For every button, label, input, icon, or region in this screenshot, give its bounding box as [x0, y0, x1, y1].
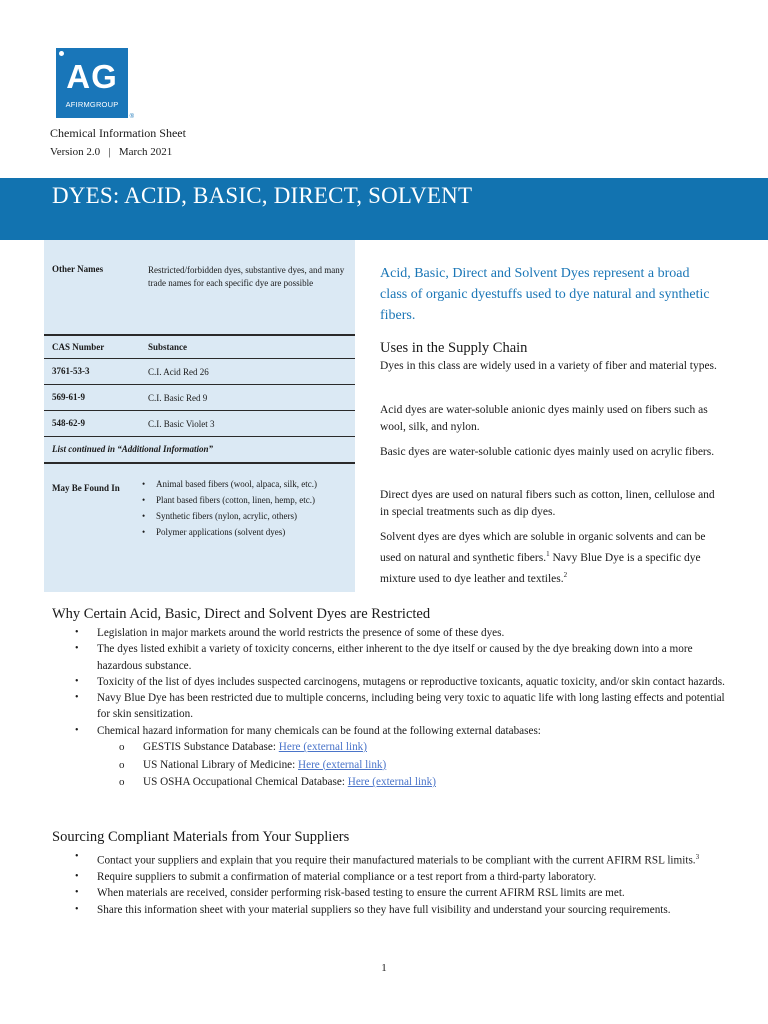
nlm-external-link[interactable]: Here (external link) [298, 758, 387, 771]
database-name: US OSHA Occupational Chemical Database: [143, 776, 348, 789]
table-top-rule [44, 334, 355, 336]
other-names-value: Restricted/forbidden dyes, substantive dyes, and many trade names for each specific dye are possible [148, 265, 345, 288]
version-line [50, 146, 172, 158]
list-item: • Share this information sheet with your material suppliers so they have full visibility and understand your sourcing requirements. [75, 902, 735, 918]
database-name: GESTIS Substance Database: [143, 741, 279, 754]
gestis-external-link[interactable]: Here (external link) [278, 741, 367, 754]
list-item: • When materials are received, consider performing risk-based testing to ensure the current AFIRM RSL limits are met. [75, 885, 735, 901]
substance-2: C.I. Basic Red 9 [148, 393, 208, 403]
list-item: • Toxicity of the list of dyes includes suspected carcinogens, mutagens or reproductive toxicants, aquatic toxicity, and/or skin contact hazards. [75, 674, 735, 690]
uses-paragraph-5-text-a: Solvent dyes are dyes which are soluble in organic solvents and can be used on natural and synthetic fibers. [380, 531, 706, 564]
database-list [97, 739, 735, 792]
databases-intro: Chemical hazard information for many chemicals can be found at the following external databases: [97, 724, 541, 737]
database-item [97, 739, 735, 757]
database-item [97, 757, 735, 775]
afirm-group-logo [56, 48, 134, 120]
page-title: DYES: ACID, BASIC, DIRECT, SOLVENT [52, 183, 473, 208]
list-item [75, 723, 735, 792]
intro-summary: Acid, Basic, Direct and Solvent Dyes represent a broad class of organic dyestuffs used to dye natural and synthetic fibers. [380, 266, 710, 323]
substance-1: C.I. Acid Red 26 [148, 367, 209, 377]
database-item [97, 774, 735, 792]
list-item: • Navy Blue Dye has been restricted due to multiple concerns, including being very toxic to aquatic life with long lasting effects and potential for skin sensitization. [75, 690, 735, 723]
release-date: March 2021 [118, 146, 173, 158]
logo-registered-mark: ® [129, 114, 134, 120]
database-name: US National Library of Medicine: [143, 758, 299, 771]
list-continued-note: List continued in “Additional Information” [52, 444, 214, 454]
sourcing-heading: Sourcing Compliant Materials from Your Suppliers [52, 829, 350, 845]
list-item: • The dyes listed exhibit a variety of toxicity concerns, either inherent to the dye itself or caused by the dye breaking down into a more hazardous substance. [75, 641, 735, 674]
sheet-type: Chemical Information Sheet [50, 126, 186, 140]
uses-heading: Uses in the Supply Chain [380, 340, 528, 356]
may-be-found-in-label: May Be Found In [52, 483, 120, 493]
uses-paragraph-5-text-b: Navy Blue Dye is a specific dye mixture used to dye leather and textiles. [380, 551, 701, 585]
sourcing-item-1-text: Contact your suppliers and explain that you require their manufactured materials to be compliant with the current AFIRM RSL limits. [97, 854, 696, 867]
uses-paragraph-5 [380, 529, 720, 588]
cas-number-header: CAS Number [52, 342, 105, 352]
list-item: • Polymer applications (solvent dyes) [142, 524, 352, 540]
why-restricted-list [75, 625, 735, 792]
table-header-rule [44, 358, 355, 359]
list-item: • Synthetic fibers (nylon, acrylic, others) [142, 508, 352, 524]
uses-paragraph-3: Basic dyes are water-soluble cationic dyes mainly used on acrylic fibers. [380, 446, 715, 458]
list-item: • Plant based fibers (cotton, linen, hemp, etc.) [142, 492, 352, 508]
sourcing-list [75, 849, 735, 918]
logo-dot [59, 51, 64, 56]
cas-number-2: 569-61-9 [52, 392, 85, 402]
logo-letters: AG [66, 58, 118, 95]
page-number: 1 [381, 962, 387, 974]
other-names-label: Other Names [52, 264, 104, 274]
table-row-rule-1 [44, 384, 355, 385]
cas-number-3: 548-62-9 [52, 418, 85, 428]
uses-paragraph-2: Acid dyes are water-soluble anionic dyes mainly used on fibers such as wool, silk, and nylon. [380, 404, 708, 433]
list-item: • Animal based fibers (wool, alpaca, silk, etc.) [142, 476, 352, 492]
why-restricted-heading: Why Certain Acid, Basic, Direct and Solvent Dyes are Restricted [52, 606, 431, 622]
cas-number-1: 3761-53-3 [52, 366, 90, 376]
osha-external-link[interactable]: Here (external link) [347, 776, 436, 789]
title-band [0, 178, 768, 240]
list-item: • Require suppliers to submit a confirmation of material compliance or a test report from a third-party laboratory. [75, 869, 735, 885]
table-row-rule-3 [44, 436, 355, 437]
table-row-rule-2 [44, 410, 355, 411]
found-in-list [142, 476, 352, 540]
substance-header: Substance [148, 342, 188, 352]
logo-group-name: AFIRMGROUP [65, 100, 119, 109]
list-item [75, 849, 735, 869]
table-bottom-rule [44, 462, 355, 464]
footnote-ref-3[interactable]: 3 [695, 853, 700, 861]
version: Version 2.0 [50, 146, 101, 158]
uses-paragraph-4: Direct dyes are used on natural fibers such as cotton, linen, cellulose and in special treatments such as dip dyes. [380, 489, 715, 518]
version-separator: | [108, 146, 111, 158]
list-item: • Legislation in major markets around the world restricts the presence of some of these dyes. [75, 625, 735, 641]
footnote-ref-2[interactable]: 2 [563, 570, 568, 579]
substance-3: C.I. Basic Violet 3 [148, 419, 215, 429]
footnote-ref-1[interactable]: 1 [546, 550, 550, 558]
uses-paragraph-1: Dyes in this class are widely used in a variety of fiber and material types. [380, 360, 717, 372]
